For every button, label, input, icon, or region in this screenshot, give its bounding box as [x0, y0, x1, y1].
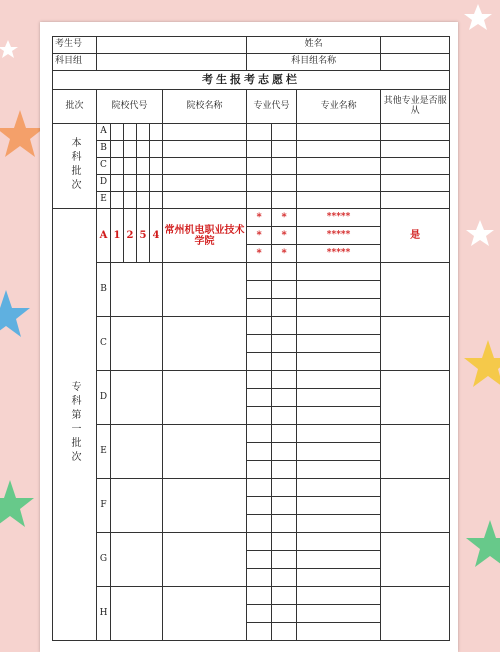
- slot-label: C: [97, 158, 111, 175]
- code-digit-cell[interactable]: 2: [124, 209, 137, 263]
- major-code-cell[interactable]: [272, 497, 297, 515]
- slot-label: A: [97, 124, 111, 141]
- vocational-row-b: [53, 263, 450, 281]
- code-digit-cell[interactable]: [137, 141, 150, 158]
- col-batch: 批次: [53, 90, 97, 124]
- subject-group-name-field[interactable]: [381, 54, 450, 71]
- star-icon: [0, 110, 44, 157]
- obey-cell[interactable]: [381, 371, 450, 425]
- major-name-cell[interactable]: [297, 141, 381, 158]
- code-digit-cell[interactable]: [111, 141, 124, 158]
- major-code-cell[interactable]: [247, 158, 272, 175]
- major-code-cell[interactable]: [247, 389, 272, 407]
- code-digit-cell[interactable]: [137, 192, 150, 209]
- code-digit-cell[interactable]: 4: [150, 209, 163, 263]
- major-code-cell[interactable]: [247, 605, 272, 623]
- major-name-cell[interactable]: [297, 317, 381, 335]
- major-code-cell[interactable]: [247, 353, 272, 371]
- major-code-cell[interactable]: [272, 623, 297, 641]
- school-name-cell[interactable]: [163, 158, 247, 175]
- major-name-cell[interactable]: [297, 551, 381, 569]
- major-code-cell[interactable]: [272, 605, 297, 623]
- major-name-cell[interactable]: [297, 335, 381, 353]
- slot-label: E: [97, 425, 111, 479]
- major-code-cell[interactable]: [272, 141, 297, 158]
- major-code-cell[interactable]: [247, 533, 272, 551]
- major-code-cell[interactable]: [247, 443, 272, 461]
- undergrad-row: [53, 124, 450, 141]
- major-code-cell[interactable]: [272, 192, 297, 209]
- slot-label: D: [97, 175, 111, 192]
- slot-label: C: [97, 317, 111, 371]
- code-digit-cell[interactable]: [124, 124, 137, 141]
- code-digit-cell[interactable]: [124, 192, 137, 209]
- major-code-cell[interactable]: [272, 443, 297, 461]
- major-name-cell[interactable]: [297, 479, 381, 497]
- major-code-cell[interactable]: [247, 425, 272, 443]
- code-digit-cell[interactable]: 5: [137, 209, 150, 263]
- major-code-cell[interactable]: [272, 479, 297, 497]
- major-code-cell[interactable]: [247, 141, 272, 158]
- school-name-cell[interactable]: [163, 317, 247, 371]
- major-name-cell[interactable]: [297, 158, 381, 175]
- name-field[interactable]: [381, 37, 450, 54]
- school-name-cell[interactable]: [163, 479, 247, 533]
- school-name-cell[interactable]: [163, 192, 247, 209]
- code-digit-cell[interactable]: [150, 158, 163, 175]
- slot-label: B: [97, 263, 111, 317]
- application-form-paper: [40, 22, 458, 652]
- vocational-row-h: [53, 587, 450, 605]
- major-name-cell[interactable]: [297, 353, 381, 371]
- header-row-subject-group: [53, 54, 450, 71]
- undergrad-row: [53, 158, 450, 175]
- major-code-cell[interactable]: *: [272, 209, 297, 227]
- major-code-cell[interactable]: [247, 515, 272, 533]
- major-code-cell[interactable]: [272, 407, 297, 425]
- major-code-cell[interactable]: [247, 371, 272, 389]
- major-name-cell[interactable]: [297, 623, 381, 641]
- major-code-cell[interactable]: [272, 158, 297, 175]
- star-icon: [0, 40, 18, 58]
- obey-cell[interactable]: [381, 263, 450, 317]
- slot-label: F: [97, 479, 111, 533]
- vocational-batch-cell: [53, 209, 97, 641]
- major-code-cell[interactable]: [272, 569, 297, 587]
- major-code-cell[interactable]: [247, 461, 272, 479]
- major-code-cell[interactable]: [247, 479, 272, 497]
- major-code-cell[interactable]: [272, 281, 297, 299]
- major-name-cell[interactable]: [297, 263, 381, 281]
- vocational-row-a: [53, 209, 450, 227]
- school-name-cell[interactable]: [163, 124, 247, 141]
- exam-no-field[interactable]: [97, 37, 247, 54]
- name-label: 姓名: [247, 37, 381, 54]
- star-icon: [466, 220, 494, 246]
- obey-cell[interactable]: [381, 158, 450, 175]
- major-code-cell[interactable]: [272, 317, 297, 335]
- vocational-batch-label: 专科第一批次: [69, 381, 80, 465]
- volunteer-form-table: [52, 36, 450, 641]
- undergrad-batch-cell: [53, 124, 97, 209]
- code-cell[interactable]: [111, 425, 163, 479]
- title-row: [53, 71, 450, 90]
- major-code-cell[interactable]: [247, 569, 272, 587]
- obey-cell[interactable]: [381, 533, 450, 587]
- major-code-cell[interactable]: [272, 299, 297, 317]
- exam-no-label: 考生号: [53, 37, 97, 54]
- major-name-cell[interactable]: [297, 569, 381, 587]
- code-cell[interactable]: [111, 533, 163, 587]
- code-cell[interactable]: [111, 587, 163, 641]
- school-name-cell[interactable]: [163, 425, 247, 479]
- slot-label: B: [97, 141, 111, 158]
- star-icon: [464, 4, 492, 30]
- major-code-cell[interactable]: [247, 299, 272, 317]
- obey-cell[interactable]: [381, 425, 450, 479]
- major-name-cell[interactable]: *****: [297, 227, 381, 245]
- code-cell[interactable]: [111, 317, 163, 371]
- major-name-cell[interactable]: *****: [297, 245, 381, 263]
- code-digit-cell[interactable]: [137, 175, 150, 192]
- undergrad-row: [53, 192, 450, 209]
- slot-label: A: [97, 209, 111, 263]
- school-name-cell[interactable]: [163, 371, 247, 425]
- col-major-name: 专业名称: [297, 90, 381, 124]
- major-code-cell[interactable]: [272, 124, 297, 141]
- major-code-cell[interactable]: [272, 371, 297, 389]
- major-code-cell[interactable]: [247, 192, 272, 209]
- obey-cell[interactable]: 是: [381, 209, 450, 263]
- major-name-cell[interactable]: [297, 407, 381, 425]
- form-title: 考生报考志愿栏: [53, 71, 450, 90]
- major-code-cell[interactable]: [247, 281, 272, 299]
- undergrad-row: [53, 141, 450, 158]
- vocational-row-e: [53, 425, 450, 443]
- major-code-cell[interactable]: *: [247, 245, 272, 263]
- major-name-cell[interactable]: [297, 175, 381, 192]
- vocational-row-d: [53, 371, 450, 389]
- obey-cell[interactable]: [381, 175, 450, 192]
- major-code-cell[interactable]: *: [272, 245, 297, 263]
- slot-label: G: [97, 533, 111, 587]
- major-name-cell[interactable]: [297, 425, 381, 443]
- col-school-name: 院校名称: [163, 90, 247, 124]
- major-code-cell[interactable]: [247, 551, 272, 569]
- obey-cell[interactable]: [381, 317, 450, 371]
- undergrad-row: [53, 175, 450, 192]
- vocational-row-c: [53, 317, 450, 335]
- code-digit-cell[interactable]: [111, 158, 124, 175]
- major-name-cell[interactable]: [297, 389, 381, 407]
- undergrad-batch-label: 本科批次: [69, 136, 80, 193]
- column-header-row: [53, 90, 450, 124]
- vocational-row-f: [53, 479, 450, 497]
- major-code-cell[interactable]: [272, 263, 297, 281]
- major-code-cell[interactable]: *: [247, 209, 272, 227]
- major-code-cell[interactable]: [272, 353, 297, 371]
- school-name-cell[interactable]: [163, 175, 247, 192]
- major-name-cell[interactable]: [297, 515, 381, 533]
- code-digit-cell[interactable]: [124, 158, 137, 175]
- major-code-cell[interactable]: [247, 263, 272, 281]
- major-name-cell[interactable]: [297, 587, 381, 605]
- major-code-cell[interactable]: [272, 533, 297, 551]
- major-name-cell[interactable]: [297, 605, 381, 623]
- major-code-cell[interactable]: [247, 497, 272, 515]
- subject-group-field[interactable]: [97, 54, 247, 71]
- major-code-cell[interactable]: [272, 587, 297, 605]
- major-code-cell[interactable]: [272, 425, 297, 443]
- major-code-cell[interactable]: [272, 515, 297, 533]
- major-name-cell[interactable]: [297, 371, 381, 389]
- major-code-cell[interactable]: [272, 461, 297, 479]
- major-code-cell[interactable]: [247, 335, 272, 353]
- school-name-cell[interactable]: [163, 587, 247, 641]
- star-icon: [466, 520, 500, 567]
- school-name-cell[interactable]: 常州机电职业技术学院: [163, 209, 247, 263]
- code-cell[interactable]: [111, 479, 163, 533]
- school-name-cell[interactable]: [163, 533, 247, 587]
- star-icon: [0, 290, 30, 337]
- school-name-cell[interactable]: [163, 263, 247, 317]
- major-code-cell[interactable]: [272, 389, 297, 407]
- subject-group-label: 科目组: [53, 54, 97, 71]
- major-name-cell[interactable]: *****: [297, 209, 381, 227]
- code-cell[interactable]: [111, 371, 163, 425]
- obey-cell[interactable]: [381, 587, 450, 641]
- major-code-cell[interactable]: [247, 623, 272, 641]
- code-digit-cell[interactable]: [111, 192, 124, 209]
- major-name-cell[interactable]: [297, 192, 381, 209]
- code-digit-cell[interactable]: [124, 141, 137, 158]
- code-digit-cell[interactable]: [150, 141, 163, 158]
- code-digit-cell[interactable]: [150, 124, 163, 141]
- obey-cell[interactable]: [381, 192, 450, 209]
- major-code-cell[interactable]: [247, 124, 272, 141]
- code-digit-cell[interactable]: [111, 175, 124, 192]
- code-digit-cell[interactable]: [137, 124, 150, 141]
- col-school-code: 院校代号: [97, 90, 163, 124]
- school-name-cell[interactable]: [163, 141, 247, 158]
- major-code-cell[interactable]: *: [247, 227, 272, 245]
- subject-group-name-label: 科目组名称: [247, 54, 381, 71]
- obey-cell[interactable]: [381, 124, 450, 141]
- vocational-row-g: [53, 533, 450, 551]
- major-name-cell[interactable]: [297, 443, 381, 461]
- major-name-cell[interactable]: [297, 299, 381, 317]
- col-major-code: 专业代号: [247, 90, 297, 124]
- code-digit-cell[interactable]: [124, 175, 137, 192]
- major-code-cell[interactable]: *: [272, 227, 297, 245]
- major-name-cell[interactable]: [297, 497, 381, 515]
- code-cell[interactable]: [111, 263, 163, 317]
- header-row-exam-no: [53, 37, 450, 54]
- major-code-cell[interactable]: [272, 335, 297, 353]
- major-code-cell[interactable]: [272, 175, 297, 192]
- major-name-cell[interactable]: [297, 124, 381, 141]
- major-code-cell[interactable]: [272, 551, 297, 569]
- code-digit-cell[interactable]: 1: [111, 209, 124, 263]
- major-name-cell[interactable]: [297, 281, 381, 299]
- col-other-major: 其他专业是否服从: [381, 90, 450, 124]
- star-icon: [0, 480, 34, 527]
- obey-cell[interactable]: [381, 141, 450, 158]
- major-name-cell[interactable]: [297, 461, 381, 479]
- major-code-cell[interactable]: [247, 587, 272, 605]
- slot-label: E: [97, 192, 111, 209]
- code-digit-cell[interactable]: [111, 124, 124, 141]
- code-digit-cell[interactable]: [137, 158, 150, 175]
- slot-label: D: [97, 371, 111, 425]
- code-digit-cell[interactable]: [150, 175, 163, 192]
- code-digit-cell[interactable]: [150, 192, 163, 209]
- star-icon: [464, 340, 500, 387]
- major-name-cell[interactable]: [297, 533, 381, 551]
- major-code-cell[interactable]: [247, 407, 272, 425]
- major-code-cell[interactable]: [247, 175, 272, 192]
- slot-label: H: [97, 587, 111, 641]
- major-code-cell[interactable]: [247, 317, 272, 335]
- obey-cell[interactable]: [381, 479, 450, 533]
